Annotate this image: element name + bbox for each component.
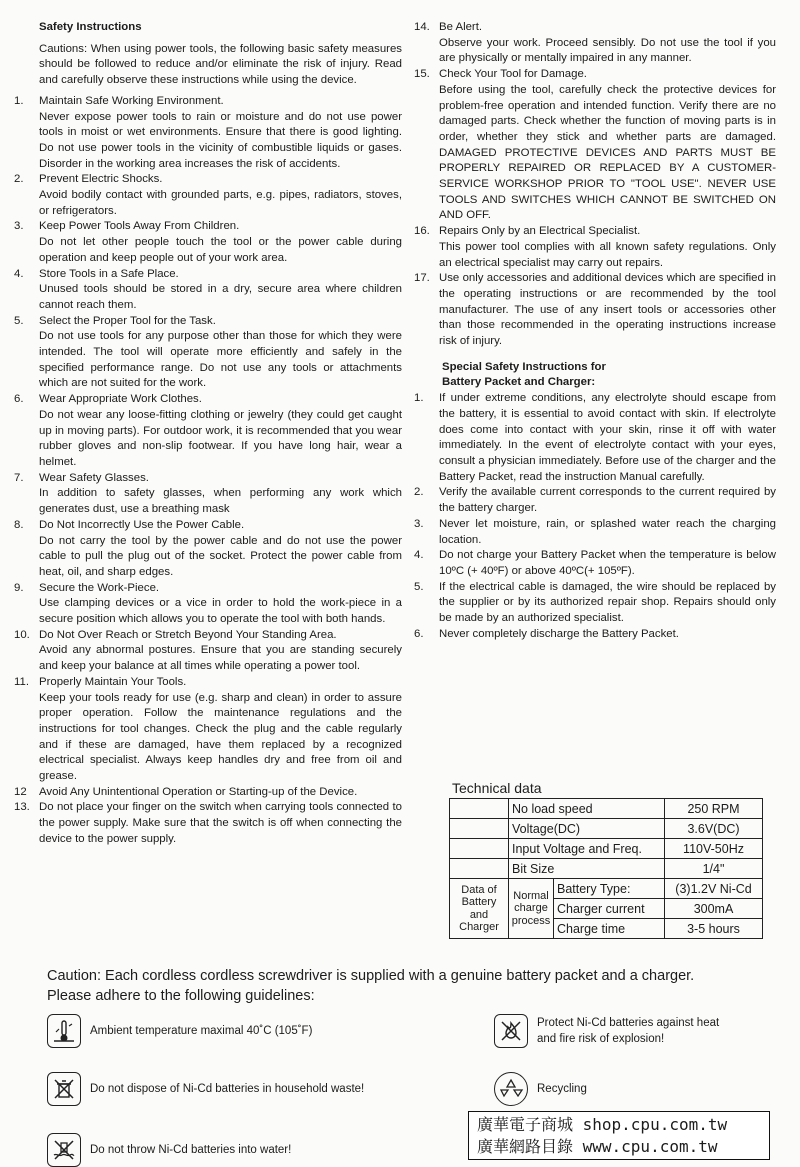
guideline-recycling: Recycling	[494, 1072, 587, 1106]
process-label: Normal charge process	[509, 879, 554, 939]
list-item: 3. Never let moisture, rain, or splashed water reach the charging location.	[414, 517, 776, 546]
battery-group-label: Data of Battery and Charger	[450, 879, 509, 939]
list-item: 5. Select the Proper Tool for the Task. Do not use tools for any purpose other than those for which they were intended. The tool will operate more efficiently and safely in the specified performance range. Do not use any tools or attachments which are not suited for the work.	[14, 314, 402, 390]
list-item: 9. Secure the Work-Piece. Use clamping devices or a vice in order to hold the work-piece in a secure position which allows you to operate the tool with both hands.	[14, 581, 402, 626]
list-item: 4. Store Tools in a Safe Place. Unused tools should be stored in a dry, secure area where children cannot reach them.	[14, 267, 402, 311]
guideline-ambient: Ambient temperature maximal 40˚C (105˚F)	[47, 1014, 312, 1048]
table-row: No load speed 250 RPM	[450, 799, 763, 819]
caution-text: Caution: Each cordless cordless screwdriver is supplied with a genuine battery packet and a charger. Please adhere to the following guidelines:	[47, 968, 695, 1004]
thermometer-icon	[47, 1014, 81, 1048]
technical-data	[449, 780, 765, 939]
table-row: Bit Size 1/4"	[450, 859, 763, 879]
no-fire-icon	[494, 1014, 528, 1048]
list-item: 5. If the electrical cable is damaged, the wire should be replaced by the supplier or by its authorized repair shop. Repairs should only be made by an authorized specialist.	[414, 580, 776, 625]
right-column	[414, 20, 776, 642]
list-item: 10. Do Not Over Reach or Stretch Beyond Your Standing Area. Avoid any abnormal postures. Ensure that you are standing securely and keep your balance at all times while operating a power tool.	[14, 628, 402, 673]
list-item: 12 Avoid Any Unintentional Operation or Starting-up of the Device.	[14, 785, 358, 798]
shop-stamp: 廣華電子商城 shop.cpu.com.tw 廣華網路目錄 www.cpu.com.tw	[468, 1111, 770, 1160]
list-item: 6. Wear Appropriate Work Clothes. Do not wear any loose-fitting clothing or jewelry (they could get caught up in moving parts). For outdoor work, it is recommended that you wear rubber gloves and non-slip footwear. If you have long hair, wear a helmet.	[14, 393, 402, 468]
no-trash-icon	[47, 1072, 81, 1106]
list-item: 8. Do Not Incorrectly Use the Power Cable. Do not carry the tool by the power cable and do not use the power cable to pull the plug out of the socket. Protect the power cable from heat, oil, and sharp edges.	[14, 518, 402, 578]
safety-intro: Cautions: When using power tools, the following basic safety measures should be followed to reduce and/or eliminate the risk of injury. Read and carefully observe these instructions while using the device.	[39, 42, 402, 87]
list-item: 2. Verify the available current corresponds to the current required by the battery charger.	[414, 486, 776, 515]
list-item: 7. Wear Safety Glasses. In addition to safety glasses, when performing any work which generates dust, use a breathing mask	[14, 471, 402, 516]
table-row: Input Voltage and Freq. 110V-50Hz	[450, 839, 763, 859]
recycling-icon	[494, 1072, 528, 1106]
list-item: 17. Use only accessories and additional devices which are specified in the operating instructions or are recommended by the tool manufacturer. The use of any insert tools or accessories other than those recommended in the operating instructions increase risk of injury.	[414, 272, 776, 348]
list-item: 1. Maintain Safe Working Environment. Never expose power tools to rain or moisture and do not use power tools in moist or wet environments. Ensure that there is good lighting. Do not use power tools in the vicinity of combustible liquids or gases. Disorder in the working area increases the risk of accidents.	[14, 94, 402, 170]
list-item: 15. Check Your Tool for Damage. Before using the tool, carefully check the protective devices for problem-free operation and intended function. Verify there are no damaged parts. Check whether the function of moving parts is in order, whether they stick and whether parts are damaged. DAMAGED PROTECTIVE DEVICES AND PARTS MUST BE PROPERLY REPAIRED OR REPLACED BY A CUSTOMER-SERVICE WORKSHOP PRIOR TO "TOOL USE". NEVER USE TOOLS AND SWITCHES WHICH CANNOT BE SWITCHED ON AND OFF.	[414, 68, 776, 222]
table-row: Charge time 3-5 hours	[450, 919, 763, 939]
list-item: 4. Do not charge your Battery Packet when the temperature is below 10ºC (+ 40ºF) or above 40ºC(+ 105ºF).	[414, 549, 776, 577]
technical-data-title: Technical data	[452, 780, 542, 796]
battery-heading: Special Safety Instructions for Battery Packet and Charger:	[442, 360, 606, 389]
table-row: Voltage(DC) 3.6V(DC)	[450, 819, 763, 839]
safety-heading: Safety Instructions	[39, 21, 142, 33]
list-item: 3. Keep Power Tools Away From Children. Do not let other people touch the tool or the power cable during operation and keep people out of your work area.	[14, 220, 402, 264]
list-item: 6. Never completely discharge the Battery Packet.	[414, 627, 679, 640]
list-item: 2. Prevent Electric Shocks. Avoid bodily contact with grounded parts, e.g. pipes, radiators, stoves, or refrigerators.	[14, 173, 402, 217]
guideline-protect: Protect Ni-Cd batteries against heat and fire risk of explosion!	[494, 1014, 719, 1048]
guideline-dispose: Do not dispose of Ni-Cd batteries in household waste!	[47, 1072, 364, 1106]
list-item: 11. Properly Maintain Your Tools. Keep your tools ready for use (e.g. sharp and clean) in order to assure proper operation. Follow the maintenance regulations and the instructions for tool changes. Check the plug and the cable regularly and if these are damaged, have them replaced by a recognized electrical specialist. Always keep handles dry and free from oil and grease.	[14, 675, 402, 783]
list-item: 16. Repairs Only by an Electrical Specialist. This power tool complies with all known safety regulations. Only an electrical specialist may carry out repairs.	[414, 225, 776, 269]
no-water-icon	[47, 1133, 81, 1167]
technical-data-table	[449, 798, 763, 939]
left-column	[14, 20, 402, 848]
list-item: 13. Do not place your finger on the switch when carrying tools connected to the power supply. Make sure that the switch is off when connecting the device to the power supply.	[14, 801, 402, 845]
table-row: Data of Battery and Charger Normal charge process Battery Type: (3)1.2V Ni-Cd	[450, 879, 763, 899]
list-item: 14. Be Alert. Observe your work. Proceed sensibly. Do not use the tool if you are physically or mentally impaired in any manner.	[414, 21, 776, 65]
list-item: 1. If under extreme conditions, any electrolyte should escape from the battery, it is essential to avoid contact with skin. If electrolyte does come into contact with your skin, rinse it off with water immediately. In the event of electrolyte contact with your eyes, consult a physician immediately. Before use of the charger and the Battery Packet, read the instruction Manual carefully.	[414, 392, 776, 483]
table-row: Charger current 300mA	[450, 899, 763, 919]
guideline-water: Do not throw Ni-Cd batteries into water!	[47, 1133, 291, 1167]
